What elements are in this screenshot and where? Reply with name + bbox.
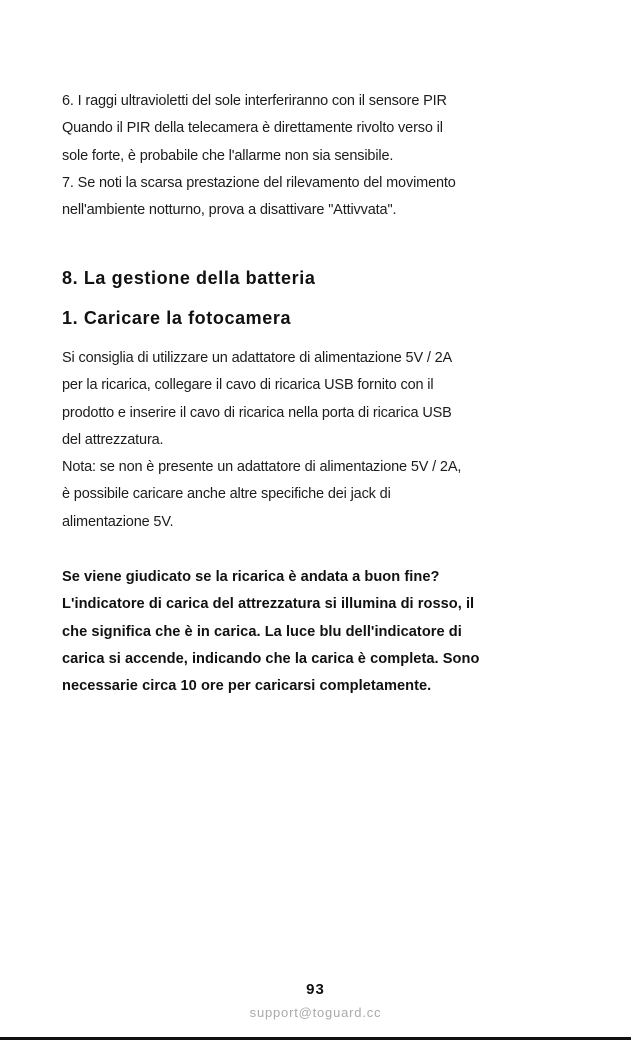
intro-line: nell'ambiente notturno, prova a disattivare "Attivvata". (62, 202, 397, 219)
charging-line: è possibile caricare anche altre specifiche dei jack di (62, 486, 391, 503)
charging-line: del attrezzatura. (62, 431, 164, 448)
charging-line: prodotto e inserire il cavo di ricarica nella porta di ricarica USB (62, 404, 452, 421)
charging-line: alimentazione 5V. (62, 513, 174, 530)
intro-line: 7. Se noti la scarsa prestazione del rilevamento del movimento (62, 174, 456, 191)
intro-line: 6. I raggi ultravioletti del sole interferiranno con il sensore PIR (62, 93, 447, 109)
section-heading: 8. La gestione della batteria (62, 268, 316, 288)
intro-line: Quando il PIR della telecamera è direttamente rivolto verso il (62, 120, 443, 137)
charging-line: per la ricarica, collegare il cavo di ricarica USB fornito con il (62, 377, 434, 394)
page-number: 93 (306, 981, 325, 998)
intro-line: sole forte, è probabile che l'allarme non sia sensibile. (62, 147, 394, 164)
faq-line: carica si accende, indicando che la carica è completa. Sono (62, 650, 480, 667)
subsection-heading: 1. Caricare la fotocamera (62, 308, 292, 328)
footer-email: support@toguard.cc (249, 1005, 382, 1020)
faq-line: necessarie circa 10 ore per caricarsi completamente. (62, 678, 432, 695)
charging-line: Si consiglia di utilizzare un adattatore di alimentazione 5V / 2A (62, 350, 453, 366)
faq-paragraph (62, 564, 582, 700)
intro-paragraph (62, 88, 582, 224)
faq-line: L'indicatore di carica del attrezzatura si illumina di rosso, il (62, 596, 475, 613)
charging-paragraph (62, 345, 582, 536)
charging-line: Nota: se non è presente un adattatore di alimentazione 5V / 2A, (62, 459, 462, 476)
faq-line: che significa che è in carica. La luce blu dell'indicatore di (62, 623, 462, 640)
faq-line: Se viene giudicato se la ricarica è andata a buon fine? (62, 569, 440, 585)
